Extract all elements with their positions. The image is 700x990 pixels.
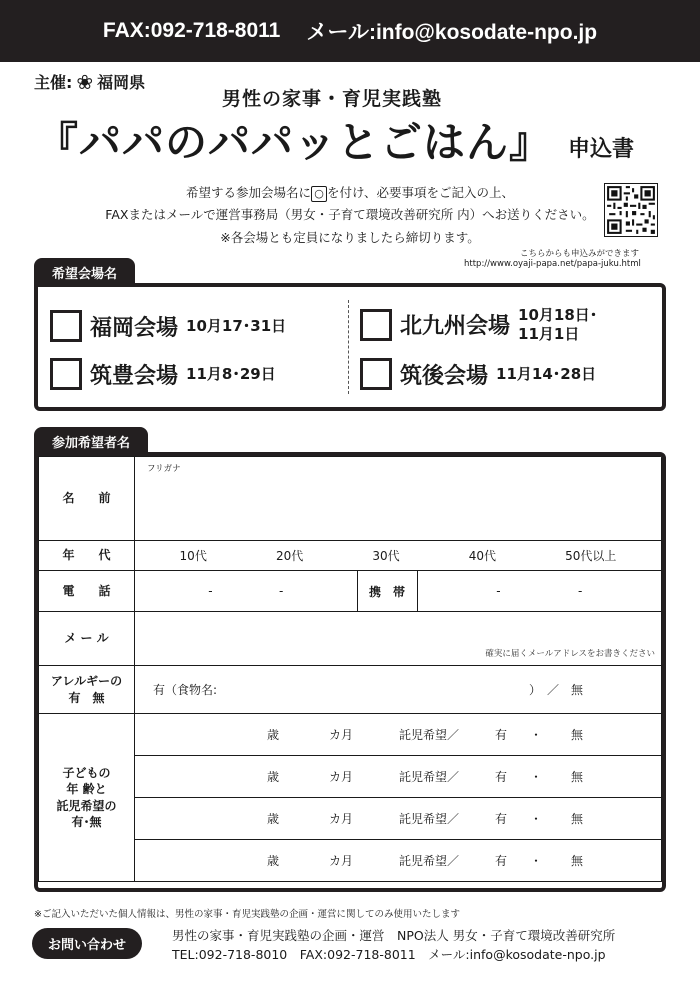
child-label [39, 714, 135, 882]
child-care-no[interactable]: 無 [571, 854, 584, 868]
child-label-line: 年 齢と [66, 782, 107, 797]
dash: - [577, 584, 583, 598]
child-months: カ月 [329, 854, 354, 868]
venue-date: 10月17･31日 [186, 316, 287, 335]
venue-name: 筑後会場 [400, 363, 489, 389]
venue-checkbox[interactable] [360, 309, 392, 341]
instruction-text: 希望する参加会場名に [185, 185, 311, 200]
venue-date-line-1: 10月18日･ [518, 306, 598, 324]
child-age: 歳 [267, 854, 280, 868]
child-field[interactable] [135, 798, 662, 840]
mobile-label: 携 帯 [357, 571, 417, 611]
applicant-section-label: 参加希望者名 [34, 427, 148, 455]
child-care-dot: ･ [533, 854, 540, 868]
mail-note: 確実に届くメールアドレスをお書きください [485, 648, 655, 659]
child-care-dot: ･ [533, 812, 540, 826]
venue-date: 11月8･29日 [186, 364, 276, 383]
age-row [39, 541, 662, 571]
venue-name: 筑豊会場 [90, 363, 179, 389]
application-form [34, 452, 666, 892]
allergy-yes[interactable]: 有（食物名: [153, 683, 218, 697]
child-care-yes[interactable]: 有 [495, 812, 508, 826]
age-option[interactable]: 20代 [275, 549, 304, 563]
child-care: 託児希望／ [399, 728, 460, 742]
child-age: 歳 [267, 770, 280, 784]
child-care-yes[interactable]: 有 [495, 770, 508, 784]
venue-date [518, 306, 597, 344]
phone-subtable [135, 571, 661, 611]
child-care: 託児希望／ [399, 770, 460, 784]
contact-label: お問い合わせ [32, 928, 142, 959]
child-field[interactable] [135, 756, 662, 798]
flower-icon: ❀ [76, 69, 94, 94]
dash: - [208, 584, 213, 598]
child-care-dot: ･ [533, 728, 540, 742]
child-care: 託児希望／ [399, 812, 460, 826]
child-row [39, 714, 662, 756]
child-months: カ月 [329, 770, 354, 784]
age-option[interactable]: 10代 [179, 549, 207, 563]
venue-name: 北九州会場 [400, 314, 511, 340]
venue-fukuoka[interactable] [50, 310, 286, 342]
name-label: 名 前 [39, 457, 135, 541]
phone-field[interactable] [135, 571, 357, 611]
venue-chikugo[interactable] [360, 358, 596, 390]
child-care-no[interactable]: 無 [571, 770, 584, 784]
venue-box [34, 283, 666, 411]
allergy-row [39, 666, 662, 714]
name-field[interactable] [135, 457, 662, 541]
qr-note: こちらからも申込みができます [520, 249, 640, 259]
age-option[interactable]: 40代 [468, 549, 496, 563]
mobile-field[interactable] [417, 571, 661, 611]
dash: - [278, 584, 284, 598]
child-care-yes[interactable]: 有 [495, 728, 508, 742]
allergy-label-line: アレルギーの [50, 674, 123, 689]
venue-date-line-2: 11月1日 [518, 324, 580, 343]
child-field[interactable] [135, 840, 662, 882]
main-title: 『パパのパパッとごはん』 [36, 118, 553, 167]
age-options [135, 541, 662, 571]
allergy-field[interactable] [135, 666, 662, 714]
header-fax: FAX:092-718-8011 [102, 19, 281, 42]
venue-checkbox[interactable] [360, 358, 392, 390]
phone-cells [135, 571, 662, 612]
qr-code-graphic [605, 184, 657, 236]
venue-date: 11月14･28日 [496, 364, 597, 383]
form-table [38, 456, 662, 882]
child-age: 歳 [267, 728, 280, 742]
sponsor-name: 福岡県 [97, 73, 146, 92]
mail-field[interactable] [135, 612, 662, 666]
allergy-label [39, 666, 135, 714]
child-care-yes[interactable]: 有 [495, 854, 508, 868]
qr-code-icon[interactable] [604, 183, 658, 237]
name-row [39, 457, 662, 541]
instruction-line-1 [0, 183, 700, 202]
contact-organizer: 男性の家事・育児実践塾の企画・運営 NPO法人 男女・子育て環境改善研究所 [172, 928, 616, 943]
venue-name: 福岡会場 [90, 315, 179, 341]
circle-mark: ○ [311, 186, 327, 202]
child-care-dot: ･ [533, 770, 540, 784]
age-option[interactable]: 50代以上 [565, 549, 617, 563]
child-age: 歳 [267, 812, 280, 826]
sponsor [34, 70, 145, 93]
venue-chikuho[interactable] [50, 358, 276, 390]
venue-checkbox[interactable] [50, 358, 82, 390]
furigana-label: フリガナ [147, 463, 181, 474]
age-option[interactable]: 30代 [372, 549, 400, 563]
child-months: カ月 [329, 812, 354, 826]
privacy-note: ※ご記入いただいた個人情報は、男性の家事・育児実践塾の企画・運営に関してのみ使用いたします [34, 909, 460, 920]
venue-kitakyushu[interactable] [360, 306, 597, 344]
venue-divider [348, 300, 349, 394]
child-field[interactable] [135, 714, 662, 756]
child-care: 託児希望／ [399, 854, 460, 868]
venue-section-label: 希望会場名 [34, 258, 135, 286]
child-label-line: 子どもの [62, 766, 111, 781]
instruction-line-2: FAXまたはメールで運営事務局（男女・子育て環境改善研究所 内）へお送りください。 [105, 207, 595, 222]
venue-checkbox[interactable] [50, 310, 82, 342]
header-bar [0, 0, 700, 62]
instruction-line-3: ※各会場とも定員になりましたら締切ります。 [220, 230, 480, 245]
subtitle: 男性の家事・育児実践塾 [222, 88, 443, 110]
sponsor-prefix: 主催: [34, 73, 73, 92]
dash: - [496, 584, 501, 598]
allergy-label-line: 有 無 [68, 690, 105, 705]
phone-label: 電 話 [39, 571, 135, 612]
child-care-no[interactable]: 無 [571, 812, 584, 826]
qr-url[interactable]: http://www.oyaji-papa.net/papa-juku.html [464, 259, 641, 269]
allergy-no[interactable]: ） ／ 無 [528, 683, 583, 697]
instruction-text: を付け、必要事項をご記入の上、 [327, 185, 515, 200]
child-months: カ月 [329, 728, 354, 742]
phone-row [39, 571, 662, 612]
child-care-no[interactable]: 無 [571, 728, 584, 742]
form-type: 申込書 [568, 137, 635, 162]
age-label: 年 代 [39, 541, 135, 571]
header-mail: メール:info@kosodate-npo.jp [306, 21, 598, 44]
contact-details: TEL:092-718-8010 FAX:092-718-8011 メール:info@kosodate-npo.jp [172, 947, 606, 962]
mail-label: メ ー ル [39, 612, 135, 666]
child-label-line: 託児希望の [56, 798, 117, 813]
mail-row [39, 612, 662, 666]
child-label-line: 有･無 [71, 814, 102, 829]
